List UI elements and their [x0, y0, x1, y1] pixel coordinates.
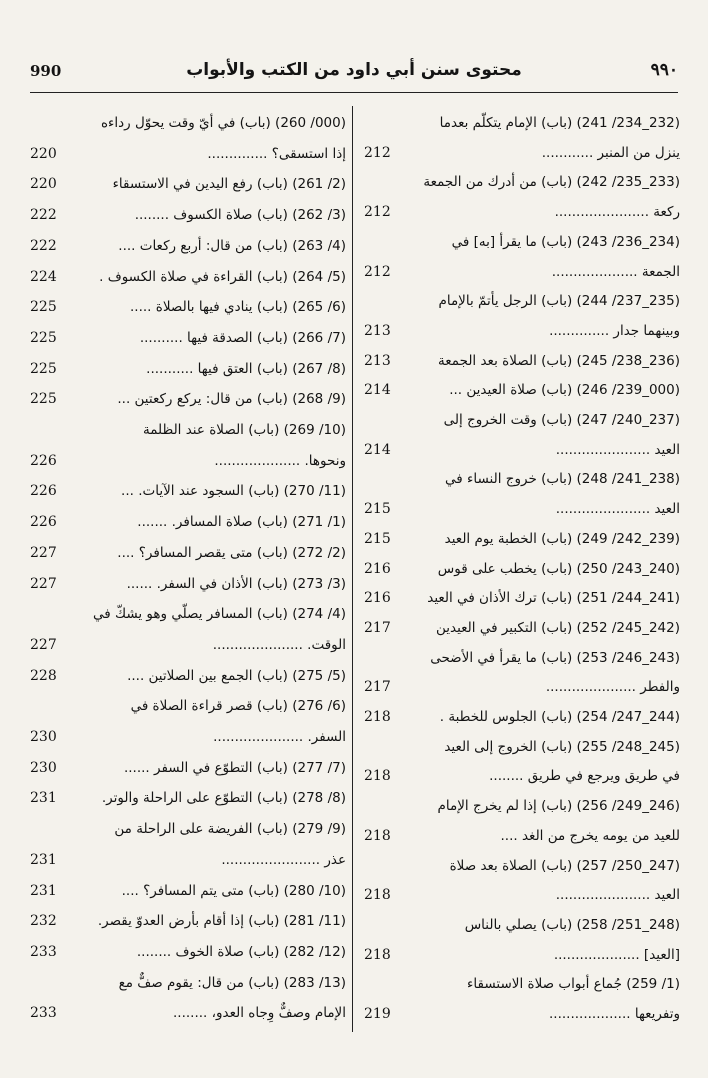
toc-entry-text: (242_245/ 252) (باب) التكبير في العيدين	[435, 619, 680, 636]
toc-entry-page: 230	[30, 759, 57, 776]
toc-entry-page: 220	[30, 176, 57, 193]
toc-entry-text: العيد ......................	[555, 887, 680, 904]
toc-entry-page: 214	[364, 382, 391, 399]
toc-entry-text: (241_244/ 251) (باب) ترك الأذان في العيد	[427, 590, 680, 607]
toc-entry-text: (1/ 271) (باب) صلاة المسافر. .......	[137, 514, 346, 531]
toc-entry-text: للعيد من يومه يخرج من الغد ....	[500, 827, 680, 844]
toc-entry-text: (3/ 262) (باب) صلاة الكسوف ........	[134, 207, 346, 224]
toc-entry-text: الإمام وصفٌّ وِجاه العدو، ........	[173, 1005, 346, 1022]
toc-entry-text: وبينهما جدار ..............	[549, 322, 680, 339]
toc-entry-page: 231	[30, 790, 57, 807]
toc-entry-page: 216	[364, 560, 391, 577]
toc-entry-page: 215	[364, 530, 391, 547]
toc-entry-page: 225	[30, 299, 57, 316]
toc-entry-text: (248_251/ 258) (باب) يصلي بالناس	[464, 916, 680, 933]
toc-entry-page: 219	[364, 1006, 391, 1022]
left-column	[30, 0, 346, 1078]
toc-entry-page: 231	[30, 882, 57, 899]
toc-entry-page: 228	[30, 667, 57, 684]
toc-entry-page: 226	[30, 483, 57, 500]
toc-entry-text: العيد ......................	[555, 501, 680, 518]
toc-entry-page: 218	[364, 946, 391, 963]
toc-entry-text: (243_246/ 253) (باب) ما يقرأ في الأضحى	[430, 649, 680, 666]
column-divider	[352, 106, 353, 1032]
toc-entry-page: 212	[364, 144, 391, 161]
toc-entry-page: 216	[364, 590, 391, 607]
toc-entry-page: 230	[30, 729, 57, 745]
toc-entry-page: 231	[30, 851, 57, 868]
toc-entry-text: (4/ 274) (باب) المسافر يصلّي وهو يشكّ في	[92, 606, 346, 623]
toc-entry-text: الوقت. .....................	[212, 636, 346, 653]
toc-entry-page: 227	[30, 575, 57, 592]
toc-entry-text: (2/ 272) (باب) متى يقصر المسافر؟ ....	[117, 544, 346, 561]
toc-entry-text: (238_241/ 248) (باب) خروج النساء في	[445, 471, 680, 488]
toc-entry-text: (245_248/ 255) (باب) الخروج إلى العيد	[444, 738, 680, 755]
toc-entry-page: 213	[364, 352, 391, 369]
toc-entry-page: 227	[30, 636, 57, 653]
right-column	[364, 0, 680, 1078]
toc-entry-text: (236_238/ 245) (باب) الصلاة بعد الجمعة	[438, 352, 680, 369]
toc-entry-text: (13/ 283) (باب) من قال: يقوم صفٌّ مع	[118, 974, 346, 991]
toc-entry-text: (9/ 279) (باب) الفريضة على الراحلة من	[114, 821, 346, 838]
toc-entry-text: (7/ 277) (باب) التطوّع في السفر ......	[123, 759, 346, 776]
toc-entry-text: (12/ 282) (باب) صلاة الخوف ........	[136, 943, 346, 960]
toc-entry-text: ينزل من المنبر ............	[541, 144, 680, 161]
toc-entry-page: 224	[30, 268, 57, 285]
toc-entry-text: (237_240/ 247) (باب) وقت الخروج إلى	[443, 412, 680, 428]
toc-entry-text: (8/ 278) (باب) التطوّع على الراحلة والوتر.	[101, 790, 346, 807]
toc-entry-text: (6/ 276) (باب) قصر قراءة الصلاة في	[130, 698, 346, 715]
toc-entry-text: (8/ 267) (باب) العتق فيها ...........	[146, 360, 346, 377]
toc-entry-text: (240_243/ 250) (باب) يخطب على قوس	[437, 560, 680, 577]
toc-entry-page: 214	[364, 441, 391, 458]
toc-entry-text: (10/ 269) (باب) الصلاة عند الظلمة	[142, 422, 346, 438]
toc-entry-text: (2/ 261) (باب) رفع اليدين في الاستسقاء	[112, 176, 346, 193]
toc-entry-text: (000/ 260) (باب) في أيّ وقت يحوّل رداءه	[100, 115, 346, 131]
toc-entry-page: 218	[364, 827, 391, 844]
toc-entry-page: 213	[364, 322, 391, 339]
toc-entry-page: 226	[30, 514, 57, 531]
toc-entry-text: إذا استسقى؟ ..............	[207, 145, 346, 162]
toc-entry-text: (4/ 263) (باب) من قال: أربع ركعات ....	[118, 237, 346, 254]
page-number-right: ٩٩٠	[650, 60, 678, 80]
toc-entry-text: (5/ 275) (باب) الجمع بين الصلاتين ....	[127, 667, 346, 684]
toc-entry-page: 218	[364, 887, 391, 904]
toc-entry-page: 233	[30, 1005, 57, 1022]
toc-entry-page: 218	[364, 768, 391, 785]
toc-entry-text: عذر .......................	[221, 851, 346, 868]
toc-entry-text: (9/ 268) (باب) من قال: يركع ركعتين ...	[117, 391, 346, 408]
toc-entry-text: (7/ 266) (باب) الصدقة فيها ..........	[139, 329, 346, 346]
toc-entry-page: 212	[364, 263, 391, 280]
toc-entry-text: (234_236/ 243) (باب) ما يقرأ [به] في	[451, 233, 680, 250]
toc-entry-text: (1/ 259) جُماع أبواب صلاة الاستسقاء	[467, 976, 680, 993]
toc-entry-text: (239_242/ 249) (باب) الخطبة يوم العيد	[444, 530, 680, 547]
toc-entry-page: 233	[30, 943, 57, 960]
toc-entry-text: الجمعة ....................	[551, 263, 680, 280]
toc-entry-page: 225	[30, 329, 57, 346]
toc-entry-page: 226	[30, 452, 57, 469]
toc-entry-page: 212	[364, 204, 391, 221]
toc-entry-text: (6/ 265) (باب) ينادي فيها بالصلاة .....	[130, 299, 346, 316]
toc-entry-page: 222	[30, 207, 57, 224]
toc-entry-text: (235_237/ 244) (باب) الرجل يأتمّ بالإمام	[438, 293, 680, 310]
toc-entry-page: 232	[30, 913, 57, 930]
toc-entry-page: 215	[364, 501, 391, 518]
page-title: محتوى سنن أبي داود من الكتب والأبواب	[186, 60, 522, 80]
toc-entry-text: (246_249/ 256) (باب) إذا لم يخرج الإمام	[437, 798, 680, 815]
toc-entry-text: ونحوها. ....................	[214, 452, 346, 469]
toc-entry-text: والفطر .....................	[545, 679, 680, 696]
toc-entry-page: 220	[30, 145, 57, 162]
toc-entry-text: (244_247/ 254) (باب) الجلوس للخطبة .	[439, 709, 680, 725]
toc-entry-text: العيد ......................	[555, 441, 680, 458]
toc-entry-text: [العيد] ....................	[553, 946, 680, 963]
toc-entry-text: (11/ 281) (باب) إذا أقام بأرض العدوّ يقصر.	[97, 913, 346, 930]
toc-entry-text: (10/ 280) (باب) متى يتم المسافر؟ ....	[121, 882, 346, 899]
toc-entry-text: ركعة ......................	[554, 204, 680, 221]
toc-entry-text: في طريق ويرجع في طريق ........	[489, 768, 680, 785]
toc-entry-text: (11/ 270) (باب) السجود عند الآيات. ...	[121, 483, 346, 500]
toc-entry-page: 225	[30, 391, 57, 408]
toc-entry-page: 218	[364, 709, 391, 725]
toc-entry-text: وتفريعها ...................	[549, 1006, 680, 1022]
toc-entry-text: (233_235/ 242) (باب) من أدرك من الجمعة	[423, 174, 680, 191]
toc-entry-page: 227	[30, 544, 57, 561]
toc-entry-page: 217	[364, 679, 391, 696]
toc-entry-text: (000_239/ 246) (باب) صلاة العيدين ...	[449, 382, 680, 399]
toc-entry-text: (247_250/ 257) (باب) الصلاة بعد صلاة	[449, 857, 680, 874]
toc-entry-text: (232_234/ 241) (باب) الإمام يتكلّم بعدما	[439, 115, 680, 131]
toc-entry-text: السفر. .....................	[213, 729, 346, 745]
toc-entry-text: (3/ 273) (باب) الأذان في السفر. ......	[126, 575, 346, 592]
toc-entry-page: 222	[30, 237, 57, 254]
toc-entry-page: 217	[364, 619, 391, 636]
toc-entry-page: 225	[30, 360, 57, 377]
toc-entry-text: (5/ 264) (باب) القراءة في صلاة الكسوف .	[99, 268, 346, 285]
page-number-left: 990	[30, 62, 62, 80]
